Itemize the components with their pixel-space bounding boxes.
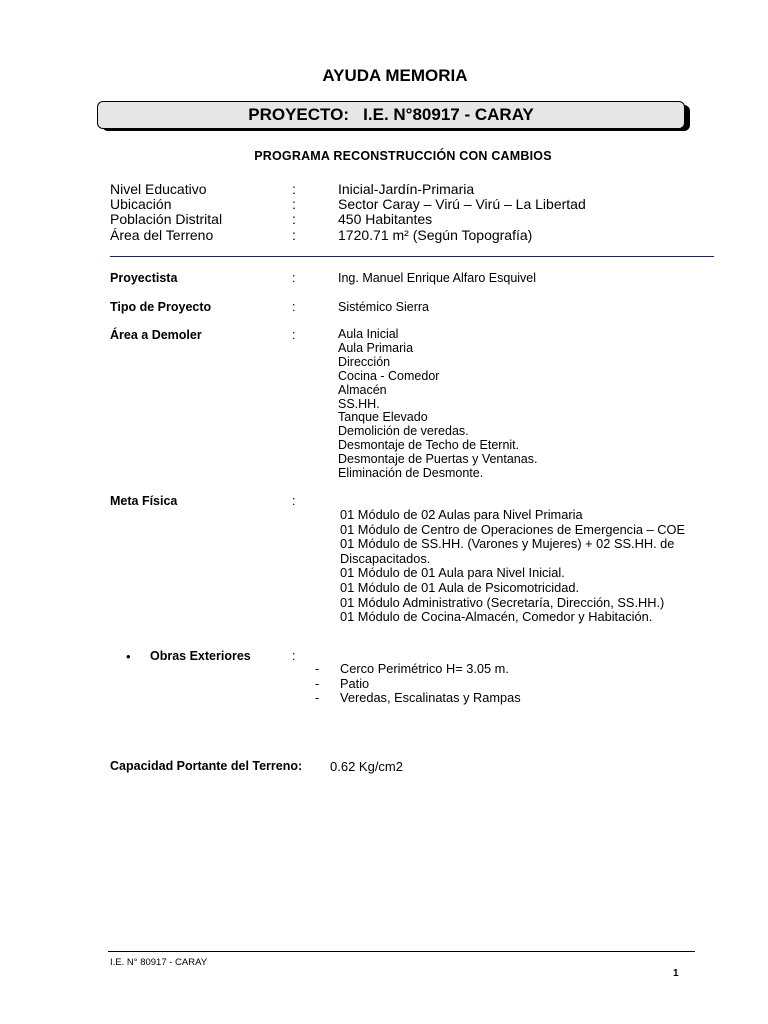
proyectista-colon: : [292, 271, 296, 285]
info-colon: : [292, 211, 296, 227]
list-item: 01 Módulo Administrativo (Secretaría, Dirección, SS.HH.) [340, 594, 665, 610]
list-item: Dirección [338, 354, 391, 369]
obras-exteriores-colon: : [292, 649, 296, 663]
list-item: Aula Primaria [338, 340, 414, 355]
obras-exteriores-label: Obras Exteriores [150, 649, 251, 663]
footer-divider [108, 951, 695, 952]
dash-icon: - [315, 690, 320, 706]
info-colon: : [292, 181, 296, 197]
list-item: Patio [340, 675, 370, 691]
footer-text: I.E. N° 80917 - CARAY [110, 957, 208, 968]
list-item: 01 Módulo de SS.HH. (Varones y Mujeres) + 02 SS.HH. de [340, 536, 675, 552]
list-item: 01 Módulo de 01 Aula de Psicomotricidad. [340, 579, 580, 595]
area-demoler-label: Área a Demoler [110, 328, 202, 342]
info-colon: : [292, 196, 296, 212]
list-item: Discapacitados. [340, 550, 431, 566]
bullet-icon: • [126, 649, 131, 664]
obras-exteriores-list [340, 662, 521, 706]
project-label: PROYECTO: [248, 105, 349, 124]
area-demoler-list [338, 328, 537, 481]
info-value: 1720.71 m² (Según Topografía) [338, 227, 533, 243]
list-item: Tanque Elevado [338, 410, 428, 425]
info-label: Nivel Educativo [110, 181, 207, 197]
page-number: 1 [673, 968, 679, 979]
info-value: Inicial-Jardín-Primaria [338, 181, 475, 197]
program-subtitle: PROGRAMA RECONSTRUCCIÓN CON CAMBIOS [254, 149, 552, 163]
list-item: Almacén [338, 382, 387, 397]
info-value: 450 Habitantes [338, 211, 433, 227]
info-label: Población Distrital [110, 211, 223, 227]
info-label: Área del Terreno [110, 227, 214, 243]
list-item: Eliminación de Desmonte. [338, 466, 484, 481]
info-colon: : [292, 227, 296, 243]
meta-fisica-label: Meta Física [110, 494, 178, 508]
list-item: 01 Módulo de Cocina-Almacén, Comedor y Habitación. [340, 609, 653, 625]
area-demoler-colon: : [292, 328, 296, 342]
tipo-proyecto-value: Sistémico Sierra [338, 300, 429, 314]
list-item: Veredas, Escalinatas y Rampas [340, 690, 521, 706]
capacidad-value: 0.62 Kg/cm2 [330, 759, 403, 774]
meta-fisica-colon: : [292, 494, 296, 508]
proyectista-label: Proyectista [110, 271, 178, 285]
dash-icon: - [315, 661, 320, 676]
list-item: Aula Inicial [338, 327, 399, 341]
document-title: AYUDA MEMORIA [322, 66, 468, 85]
proyectista-value: Ing. Manuel Enrique Alfaro Esquivel [338, 271, 537, 285]
info-value: Sector Caray – Virú – Virú – La Libertad [338, 196, 586, 212]
project-name: I.E. N°80917 - CARAY [363, 105, 534, 124]
list-item: 01 Módulo de 02 Aulas para Nivel Primaria [340, 507, 583, 522]
list-item: 01 Módulo de Centro de Operaciones de Emergencia – COE [340, 521, 686, 537]
capacidad-label: Capacidad Portante del Terreno: [110, 759, 303, 773]
list-item: 01 Módulo de 01 Aula para Nivel Inicial. [340, 565, 565, 581]
info-label: Ubicación [110, 196, 172, 212]
project-title-box [97, 101, 685, 129]
list-item: Cocina - Comedor [338, 368, 440, 383]
tipo-proyecto-label: Tipo de Proyecto [110, 300, 212, 314]
list-item: Cerco Perimétrico H= 3.05 m. [340, 661, 509, 676]
section-divider [110, 256, 714, 257]
tipo-proyecto-colon: : [292, 300, 296, 314]
dash-icon: - [315, 675, 320, 691]
list-item: SS.HH. [338, 396, 380, 411]
obras-dash-column [315, 662, 319, 706]
list-item: Demolición de veredas. [338, 424, 469, 439]
meta-fisica-list [340, 508, 685, 625]
list-item: Desmontaje de Techo de Eternit. [338, 438, 520, 453]
list-item: Desmontaje de Puertas y Ventanas. [338, 452, 538, 467]
